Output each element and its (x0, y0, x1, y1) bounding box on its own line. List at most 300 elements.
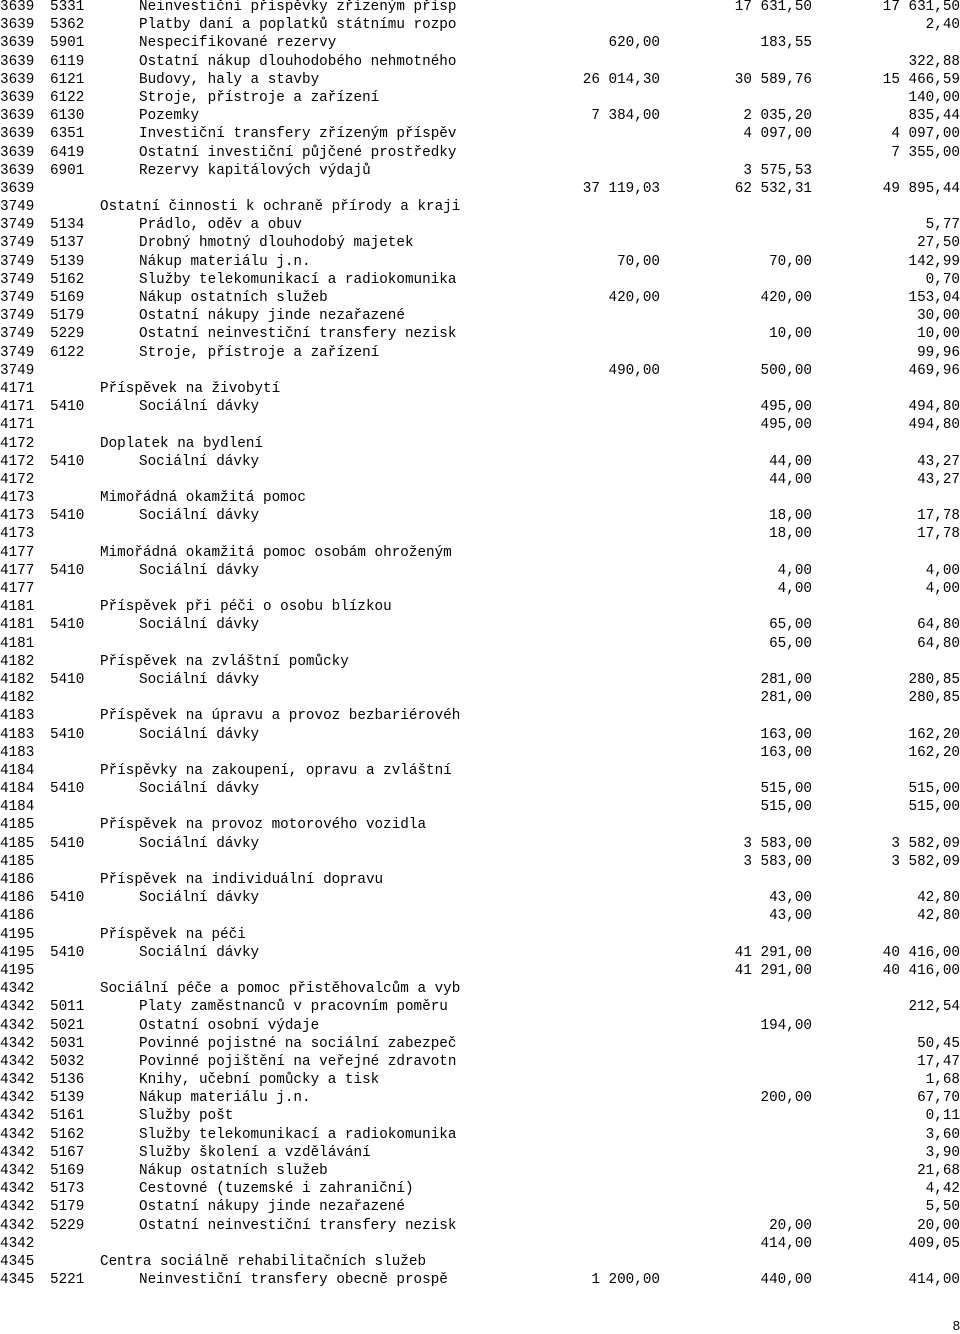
table-row (0, 107, 960, 125)
table-row (0, 726, 960, 744)
paragraph-code: 3639 (0, 17, 35, 34)
item-description: Doplatek na bydlení (100, 435, 264, 452)
item-code: 5173 (50, 1181, 85, 1198)
paragraph-code: 3749 (0, 344, 35, 361)
section-total-row (0, 962, 960, 980)
item-code: 6351 (50, 126, 85, 143)
table-row (0, 289, 960, 307)
paragraph-code: 4182 (0, 671, 35, 688)
item-description: Ostatní činnosti k ochraně přírody a kraji (100, 199, 461, 216)
table-row (0, 34, 960, 52)
adjusted-budget-value: 515,00 (760, 781, 812, 798)
paragraph-code: 4171 (0, 417, 35, 434)
actual-value: 20,00 (917, 1217, 960, 1234)
actual-value: 17,78 (917, 526, 960, 543)
table-row (0, 671, 960, 689)
table-row (0, 1017, 960, 1035)
page-number: 8 (952, 1318, 960, 1333)
section-total-row (0, 744, 960, 762)
adjusted-budget-value: 30 589,76 (734, 71, 812, 88)
actual-value: 140,00 (908, 89, 960, 106)
table-row (0, 1162, 960, 1180)
paragraph-code: 4171 (0, 380, 35, 397)
item-description: Neinvestiční transfery obecně prospě (139, 1272, 448, 1289)
adjusted-budget-value: 495,00 (760, 399, 812, 416)
paragraph-code: 3639 (0, 126, 35, 143)
section-total-row (0, 180, 960, 198)
item-description: Platby daní a poplatků státnímu rozpo (139, 17, 457, 34)
table-row (0, 507, 960, 525)
paragraph-code: 4195 (0, 944, 35, 961)
table-row (0, 1071, 960, 1089)
item-description: Sociální dávky (139, 562, 260, 579)
table-row (0, 307, 960, 325)
actual-value: 212,54 (908, 999, 960, 1016)
paragraph-code: 3749 (0, 253, 35, 270)
item-code: 6121 (50, 71, 85, 88)
paragraph-code: 4185 (0, 853, 35, 870)
item-description: Nákup ostatních služeb (139, 290, 328, 306)
section-heading-row (0, 653, 960, 671)
adjusted-budget-value: 500,00 (760, 362, 812, 379)
actual-value: 49 895,44 (882, 180, 960, 197)
paragraph-code: 4342 (0, 1017, 35, 1034)
item-description: Ostatní nákupy jinde nezařazené (139, 308, 405, 325)
table-row (0, 944, 960, 962)
paragraph-code: 3639 (0, 89, 35, 106)
adjusted-budget-value: 65,00 (769, 617, 812, 634)
item-description: Příspěvek na úpravu a provoz bezbariérovéh (100, 708, 461, 725)
section-heading-row (0, 871, 960, 889)
approved-budget-value: 490,00 (608, 362, 660, 379)
item-description: Cestovné (tuzemské i zahraniční) (139, 1181, 414, 1198)
actual-value: 322,88 (908, 53, 960, 70)
adjusted-budget-value: 41 291,00 (734, 962, 812, 979)
actual-value: 17 631,50 (882, 0, 960, 15)
adjusted-budget-value: 41 291,00 (734, 944, 812, 961)
adjusted-budget-value: 281,00 (760, 671, 812, 688)
item-description: Ostatní nákup dlouhodobého nehmotného (139, 53, 457, 70)
paragraph-code: 4173 (0, 508, 35, 525)
paragraph-code: 3639 (0, 0, 35, 15)
paragraph-code: 4183 (0, 744, 35, 761)
paragraph-code: 3639 (0, 35, 35, 52)
paragraph-code: 3749 (0, 308, 35, 325)
actual-value: 21,68 (917, 1163, 960, 1179)
table-row (0, 253, 960, 271)
item-code: 5179 (50, 1199, 85, 1216)
actual-value: 64,80 (917, 635, 960, 652)
paragraph-code: 3639 (0, 108, 35, 125)
item-code: 6901 (50, 162, 85, 179)
paragraph-code: 4177 (0, 581, 35, 597)
item-description: Služby pošt (139, 1108, 234, 1125)
actual-value: 64,80 (917, 617, 960, 634)
paragraph-code: 3749 (0, 362, 35, 379)
actual-value: 30,00 (917, 308, 960, 325)
paragraph-code: 4184 (0, 762, 35, 779)
actual-value: 1,68 (925, 1072, 960, 1089)
item-code: 5161 (50, 1108, 85, 1125)
paragraph-code: 4182 (0, 690, 35, 707)
item-description: Rezervy kapitálových výdajů (139, 162, 371, 179)
adjusted-budget-value: 4,00 (777, 562, 812, 579)
adjusted-budget-value: 194,00 (760, 1017, 812, 1034)
item-code: 5162 (50, 271, 85, 288)
item-description: Příspěvek na péči (100, 926, 246, 943)
paragraph-code: 4172 (0, 435, 35, 452)
item-description: Ostatní osobní výdaje (139, 1017, 320, 1034)
item-description: Sociální dávky (139, 944, 260, 961)
item-description: Příspěvek na zvláštní pomůcky (100, 653, 349, 670)
item-description: Nákup materiálu j.n. (139, 1090, 311, 1107)
paragraph-code: 4172 (0, 453, 35, 470)
paragraph-code: 3749 (0, 235, 35, 252)
actual-value: 10,00 (917, 326, 960, 343)
adjusted-budget-value: 44,00 (769, 453, 812, 470)
actual-value: 162,20 (908, 726, 960, 743)
actual-value: 43,27 (917, 453, 960, 470)
paragraph-code: 4181 (0, 635, 35, 652)
adjusted-budget-value: 65,00 (769, 635, 812, 652)
section-total-row (0, 635, 960, 653)
paragraph-code: 4177 (0, 544, 35, 561)
paragraph-code: 4342 (0, 1108, 35, 1125)
table-row (0, 71, 960, 89)
item-code: 5410 (50, 562, 85, 579)
adjusted-budget-value: 43,00 (769, 890, 812, 907)
adjusted-budget-value: 163,00 (760, 744, 812, 761)
paragraph-code: 3639 (0, 162, 35, 179)
item-code: 5410 (50, 781, 85, 798)
paragraph-code: 4345 (0, 1253, 35, 1270)
item-description: Sociální péče a pomoc přistěhovalcům a vyb (100, 981, 461, 998)
adjusted-budget-value: 18,00 (769, 526, 812, 543)
table-row (0, 125, 960, 143)
item-code: 5032 (50, 1053, 85, 1070)
table-row (0, 1107, 960, 1125)
adjusted-budget-value: 183,55 (760, 35, 812, 52)
item-description: Ostatní investiční půjčené prostředky (139, 144, 457, 161)
paragraph-code: 4195 (0, 926, 35, 943)
item-description: Příspěvky na zakoupení, opravu a zvláštní (100, 762, 452, 779)
section-total-row (0, 471, 960, 489)
item-description: Sociální dávky (139, 453, 260, 470)
table-row (0, 1053, 960, 1071)
table-row (0, 1144, 960, 1162)
adjusted-budget-value: 420,00 (760, 290, 812, 306)
item-code: 5410 (50, 508, 85, 525)
table-row (0, 562, 960, 580)
table-row (0, 1089, 960, 1107)
paragraph-code: 4342 (0, 981, 35, 998)
item-code: 5410 (50, 399, 85, 416)
item-description: Služby školení a vzdělávání (139, 1144, 371, 1161)
actual-value: 515,00 (908, 781, 960, 798)
adjusted-budget-value: 20,00 (769, 1217, 812, 1234)
paragraph-code: 4173 (0, 526, 35, 543)
actual-value: 42,80 (917, 908, 960, 925)
item-description: Nákup ostatních služeb (139, 1163, 328, 1179)
paragraph-code: 4181 (0, 599, 35, 616)
item-code: 6130 (50, 108, 85, 125)
actual-value: 414,00 (908, 1272, 960, 1289)
paragraph-code: 4342 (0, 1217, 35, 1234)
section-total-row (0, 798, 960, 816)
paragraph-code: 4185 (0, 835, 35, 852)
item-description: Mimořádná okamžitá pomoc osobám ohroženým (100, 544, 452, 561)
item-description: Budovy, haly a stavby (139, 71, 320, 88)
actual-value: 99,96 (917, 344, 960, 361)
item-description: Neinvestiční příspěvky zřízeným přísp (139, 0, 457, 15)
approved-budget-value: 420,00 (608, 290, 660, 306)
approved-budget-value: 620,00 (608, 35, 660, 52)
adjusted-budget-value: 495,00 (760, 417, 812, 434)
actual-value: 3,60 (925, 1126, 960, 1143)
table-row (0, 162, 960, 180)
item-code: 5179 (50, 308, 85, 325)
paragraph-code: 4173 (0, 490, 35, 507)
item-description: Drobný hmotný dlouhodobý majetek (139, 235, 414, 252)
paragraph-code: 3749 (0, 217, 35, 234)
paragraph-code: 4177 (0, 562, 35, 579)
table-row (0, 998, 960, 1016)
item-code: 5410 (50, 671, 85, 688)
actual-value: 40 416,00 (882, 962, 960, 979)
table-row (0, 1271, 960, 1289)
adjusted-budget-value: 414,00 (760, 1235, 812, 1252)
actual-value: 7 355,00 (891, 144, 960, 161)
actual-value: 5,50 (925, 1199, 960, 1216)
adjusted-budget-value: 515,00 (760, 799, 812, 816)
item-description: Sociální dávky (139, 781, 260, 798)
actual-value: 153,04 (908, 290, 960, 306)
approved-budget-value: 26 014,30 (582, 71, 660, 88)
actual-value: 17,78 (917, 508, 960, 525)
item-code: 5167 (50, 1144, 85, 1161)
actual-value: 162,20 (908, 744, 960, 761)
paragraph-code: 3639 (0, 144, 35, 161)
item-code: 6122 (50, 89, 85, 106)
actual-value: 40 416,00 (882, 944, 960, 961)
paragraph-code: 4186 (0, 908, 35, 925)
paragraph-code: 4342 (0, 1035, 35, 1052)
item-description: Příspěvek na provoz motorového vozidla (100, 817, 427, 834)
item-code: 6119 (50, 53, 85, 70)
section-total-row (0, 1235, 960, 1253)
adjusted-budget-value: 70,00 (769, 253, 812, 270)
item-code: 5136 (50, 1072, 85, 1089)
paragraph-code: 4183 (0, 708, 35, 725)
table-row (0, 1035, 960, 1053)
item-code: 5410 (50, 453, 85, 470)
item-code: 5021 (50, 1017, 85, 1034)
actual-value: 17,47 (917, 1053, 960, 1070)
item-description: Ostatní nákupy jinde nezařazené (139, 1199, 405, 1216)
section-total-row (0, 416, 960, 434)
item-code: 5331 (50, 0, 85, 15)
item-description: Platy zaměstnanců v pracovním poměru (139, 999, 448, 1016)
actual-value: 3,90 (925, 1144, 960, 1161)
paragraph-code: 4195 (0, 962, 35, 979)
paragraph-code: 3749 (0, 290, 35, 306)
actual-value: 494,80 (908, 417, 960, 434)
paragraph-code: 4342 (0, 1144, 35, 1161)
item-description: Sociální dávky (139, 671, 260, 688)
item-code: 5169 (50, 290, 85, 306)
table-row (0, 216, 960, 234)
section-heading-row (0, 544, 960, 562)
item-description: Sociální dávky (139, 399, 260, 416)
paragraph-code: 4181 (0, 617, 35, 634)
section-heading-row (0, 435, 960, 453)
table-row (0, 835, 960, 853)
paragraph-code: 4186 (0, 890, 35, 907)
adjusted-budget-value: 4 097,00 (743, 126, 812, 143)
section-heading-row (0, 926, 960, 944)
table-row (0, 0, 960, 16)
table-row (0, 398, 960, 416)
actual-value: 835,44 (908, 108, 960, 125)
item-code: 5410 (50, 944, 85, 961)
actual-value: 15 466,59 (882, 71, 960, 88)
table-row (0, 1198, 960, 1216)
actual-value: 67,70 (917, 1090, 960, 1107)
paragraph-code: 4342 (0, 1199, 35, 1216)
actual-value: 0,70 (925, 271, 960, 288)
table-row (0, 1126, 960, 1144)
actual-value: 42,80 (917, 890, 960, 907)
item-description: Nákup materiálu j.n. (139, 253, 311, 270)
actual-value: 469,96 (908, 362, 960, 379)
item-description: Služby telekomunikací a radiokomunika (139, 1126, 457, 1143)
item-description: Sociální dávky (139, 508, 260, 525)
section-heading-row (0, 198, 960, 216)
paragraph-code: 3749 (0, 326, 35, 343)
paragraph-code: 3749 (0, 199, 35, 216)
paragraph-code: 3749 (0, 271, 35, 288)
item-description: Ostatní neinvestiční transfery nezisk (139, 326, 457, 343)
item-code: 5137 (50, 235, 85, 252)
approved-budget-value: 70,00 (617, 253, 660, 270)
table-row (0, 89, 960, 107)
table-row (0, 53, 960, 71)
item-code: 5229 (50, 326, 85, 343)
item-description: Povinné pojistné na sociální zabezpeč (139, 1035, 457, 1052)
actual-value: 4,42 (925, 1181, 960, 1198)
approved-budget-value: 7 384,00 (591, 108, 660, 125)
item-code: 5229 (50, 1217, 85, 1234)
table-row (0, 325, 960, 343)
paragraph-code: 4342 (0, 1163, 35, 1179)
item-description: Příspěvek na živobytí (100, 380, 281, 397)
section-heading-row (0, 489, 960, 507)
table-row (0, 889, 960, 907)
item-code: 6419 (50, 144, 85, 161)
actual-value: 43,27 (917, 471, 960, 488)
item-code: 5410 (50, 835, 85, 852)
item-code: 5410 (50, 726, 85, 743)
paragraph-code: 4183 (0, 726, 35, 743)
table-row (0, 780, 960, 798)
item-description: Příspěvek na individuální dopravu (100, 872, 384, 888)
actual-value: 50,45 (917, 1035, 960, 1052)
table-row (0, 144, 960, 162)
item-code: 5362 (50, 17, 85, 34)
section-heading-row (0, 707, 960, 725)
item-description: Knihy, učební pomůcky a tisk (139, 1072, 380, 1089)
actual-value: 280,85 (908, 690, 960, 707)
item-description: Pozemky (139, 108, 200, 125)
table-row (0, 1217, 960, 1235)
approved-budget-value: 1 200,00 (591, 1272, 660, 1289)
item-description: Investiční transfery zřízeným příspěv (139, 126, 457, 143)
item-code: 5221 (50, 1272, 85, 1289)
item-code: 5031 (50, 1035, 85, 1052)
item-description: Příspěvek při péči o osobu blízkou (100, 599, 392, 616)
item-description: Ostatní neinvestiční transfery nezisk (139, 1217, 457, 1234)
section-total-row (0, 689, 960, 707)
item-description: Centra sociálně rehabilitačních služeb (100, 1253, 427, 1270)
item-description: Mimořádná okamžitá pomoc (100, 490, 306, 507)
section-heading-row (0, 762, 960, 780)
table-row (0, 616, 960, 634)
adjusted-budget-value: 3 575,53 (743, 162, 812, 179)
actual-value: 494,80 (908, 399, 960, 416)
actual-value: 2,40 (925, 17, 960, 34)
paragraph-code: 4342 (0, 999, 35, 1016)
actual-value: 142,99 (908, 253, 960, 270)
item-description: Sociální dávky (139, 726, 260, 743)
section-total-row (0, 853, 960, 871)
adjusted-budget-value: 163,00 (760, 726, 812, 743)
adjusted-budget-value: 10,00 (769, 326, 812, 343)
item-description: Stroje, přístroje a zařízení (139, 344, 380, 361)
item-code: 5139 (50, 253, 85, 270)
item-description: Sociální dávky (139, 617, 260, 634)
item-description: Sociální dávky (139, 835, 260, 852)
actual-value: 515,00 (908, 799, 960, 816)
actual-value: 3 582,09 (891, 835, 960, 852)
item-code: 5410 (50, 617, 85, 634)
adjusted-budget-value: 2 035,20 (743, 108, 812, 125)
paragraph-code: 4186 (0, 872, 35, 888)
table-row (0, 234, 960, 252)
item-description: Stroje, přístroje a zařízení (139, 89, 380, 106)
paragraph-code: 4342 (0, 1126, 35, 1143)
section-total-row (0, 362, 960, 380)
actual-value: 280,85 (908, 671, 960, 688)
adjusted-budget-value: 3 583,00 (743, 835, 812, 852)
paragraph-code: 4184 (0, 781, 35, 798)
table-row (0, 1180, 960, 1198)
item-description: Nespecifikované rezervy (139, 35, 337, 52)
actual-value: 409,05 (908, 1235, 960, 1252)
actual-value: 4,00 (925, 562, 960, 579)
adjusted-budget-value: 17 631,50 (734, 0, 812, 15)
adjusted-budget-value: 62 532,31 (734, 180, 812, 197)
item-description: Sociální dávky (139, 890, 260, 907)
paragraph-code: 4171 (0, 399, 35, 416)
adjusted-budget-value: 3 583,00 (743, 853, 812, 870)
item-code: 6122 (50, 344, 85, 361)
actual-value: 4,00 (925, 581, 960, 597)
actual-value: 0,11 (925, 1108, 960, 1125)
item-code: 5169 (50, 1163, 85, 1179)
section-total-row (0, 525, 960, 543)
paragraph-code: 4172 (0, 471, 35, 488)
section-heading-row (0, 980, 960, 998)
